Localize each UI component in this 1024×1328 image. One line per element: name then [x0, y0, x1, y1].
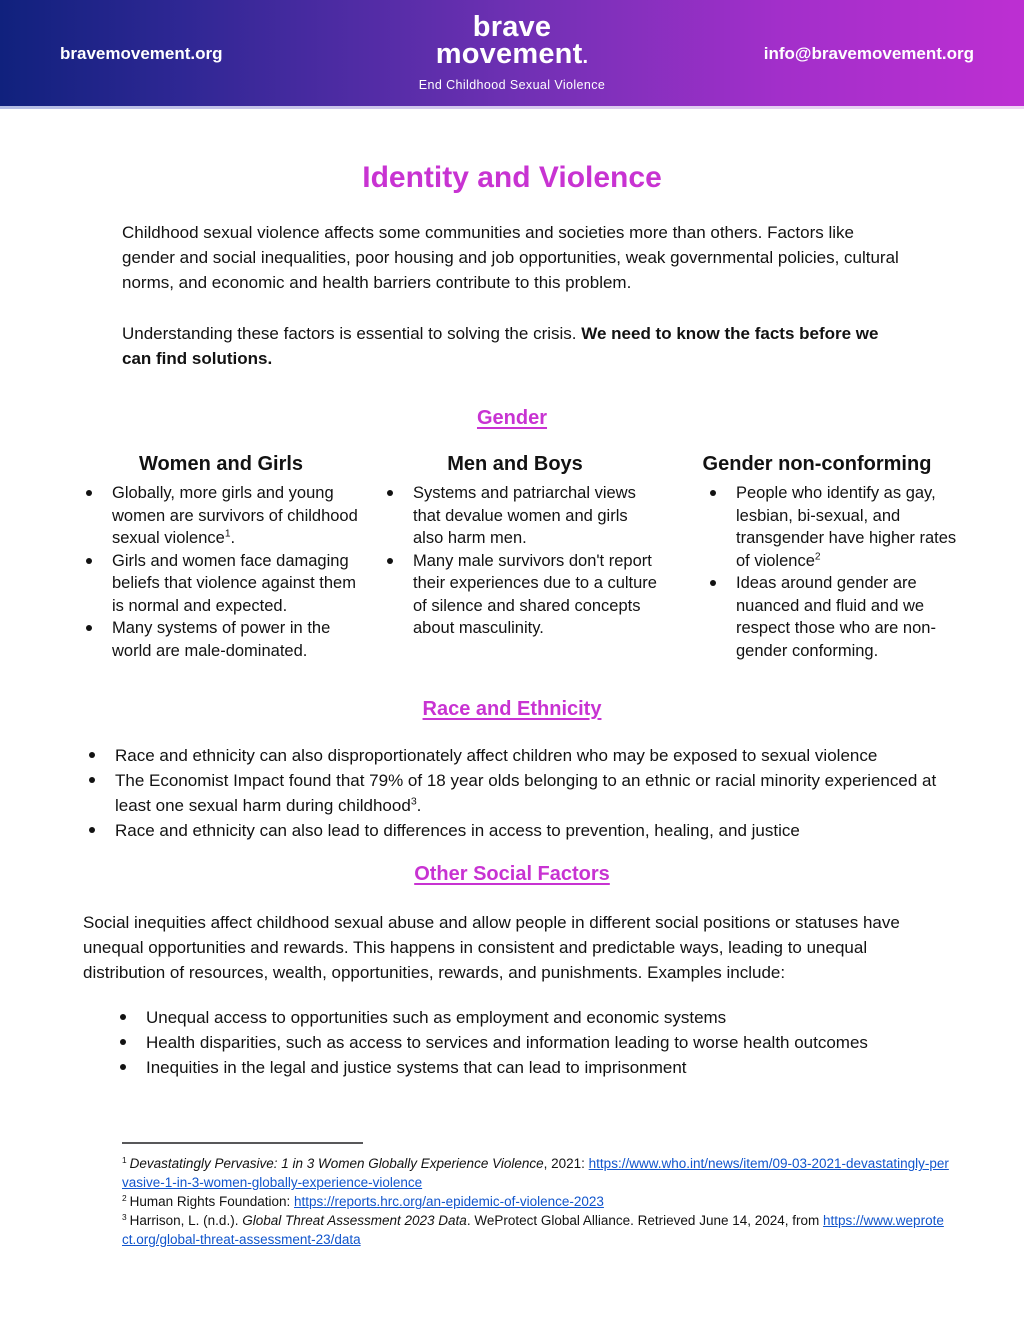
bullet-text: Unequal access to opportunities such as employment and economic systems — [146, 1008, 727, 1027]
logo-period: . — [582, 46, 589, 68]
list-item — [118, 1005, 933, 1030]
list-item — [118, 1055, 933, 1080]
logo-line-brave: brave — [472, 11, 552, 43]
bullet-text-after: . — [230, 529, 236, 547]
list-item — [84, 550, 358, 618]
bullet-text: Many male survivors don't report their experiences due to a culture of silence and shared concepts about masculinity. — [413, 551, 657, 637]
column-men-and-boys — [372, 452, 658, 662]
footnote-2 — [122, 1192, 950, 1211]
column-title: Men and Boys — [447, 453, 583, 475]
page-title: Identity and Violence — [362, 161, 662, 194]
intro-p2-bold: We need to know the facts before we can find solutions. — [122, 324, 879, 368]
footnote-ref: 3 — [410, 795, 417, 808]
footnote-marker: 2 — [122, 1192, 127, 1203]
intro-paragraph-1: Childhood sexual violence affects some communities and societies more than others. Factors like gender and social inequalities, poor housing and job opportunities, weak governmental policies, cultural norms, and economic and health barriers contribute to this problem. — [122, 223, 899, 292]
bullet-list — [84, 482, 358, 662]
footnote-source-title: Devastatingly Pervasive: 1 in 3 Women Globally Experience Violence — [129, 1156, 544, 1171]
column-women-and-girls — [84, 452, 358, 662]
footnote-text: Human Rights Foundation: — [129, 1194, 294, 1209]
footnote-marker: 1 — [122, 1154, 127, 1165]
header-bottom-highlight — [0, 106, 1024, 109]
section-heading-race-ethnicity: Race and Ethnicity — [422, 698, 602, 720]
list-item — [385, 550, 658, 640]
bullet-text: Inequities in the legal and justice systems that can lead to imprisonment — [146, 1058, 687, 1077]
bullet-text: Ideas around gender are nuanced and fluid and we respect those who are non-gender conforming. — [736, 574, 936, 660]
footnotes — [122, 1154, 950, 1249]
footnote-text: . WeProtect Global Alliance. Retrieved June 14, 2024, from — [466, 1213, 824, 1228]
footnote-text: Harrison, L. (n.d.). — [129, 1213, 243, 1228]
header-website-text: bravemovement.org — [60, 44, 223, 63]
list-item — [84, 617, 358, 662]
column-title: Women and Girls — [138, 453, 304, 475]
footnote-1 — [122, 1154, 950, 1192]
social-factors-paragraph: Social inequities affect childhood sexual abuse and allow people in different social positions or statuses have unequal opportunities and rewards. This happens in consistent and predictable ways, leading to unequal distribution of resources, wealth, opportunities, rewards, and punishments. Examples include: — [83, 913, 900, 982]
bullet-text-after: . — [416, 796, 422, 815]
bullet-text: Globally, more girls and young women are survivors of childhood sexual violence — [112, 484, 358, 547]
bullet-text: Race and ethnicity can also disproportionately affect children who may be exposed to sexual violence — [115, 746, 878, 765]
list-item — [84, 482, 358, 550]
intro-paragraph-2 — [122, 321, 904, 371]
bullet-text: The Economist Impact found that 79% of 18 year olds belonging to an ethnic or racial minority experienced at least one sexual harm during childhood — [115, 771, 937, 815]
footnote-ref: 2 — [814, 551, 821, 562]
brand-tagline: End Childhood Sexual Violence — [418, 78, 606, 92]
gender-columns — [84, 452, 1024, 662]
bullet-text: People who identify as gay, lesbian, bi-sexual, and transgender have higher rates of violence — [736, 484, 957, 570]
footnote-link[interactable]: https://www.weprotect.org/global-threat-assessment-23/data — [122, 1213, 944, 1247]
bullet-text: Girls and women face damaging beliefs that violence against them is normal and expected. — [112, 551, 356, 615]
footnote-link[interactable]: https://reports.hrc.org/an-epidemic-of-violence-2023 — [294, 1194, 604, 1209]
section-heading-gender: Gender — [476, 407, 548, 429]
bullet-text: Health disparities, such as access to services and information leading to worse health outcomes — [146, 1033, 868, 1052]
race-bullet-list — [87, 743, 947, 843]
bullet-text: Systems and patriarchal views that devalue women and girls also harm men. — [413, 484, 636, 547]
bullet-list — [708, 482, 962, 662]
social-bullet-list — [118, 1005, 933, 1080]
footnote-text: , 2021: — [543, 1156, 589, 1171]
intro-p2-normal: Understanding these factors is essential to solving the crisis. — [122, 324, 582, 343]
list-item — [87, 818, 947, 843]
list-item — [87, 768, 947, 818]
footnote-link[interactable]: https://www.who.int/news/item/09-03-2021-devastatingly-pervasive-1-in-3-women-globally-experience-violence — [122, 1156, 949, 1190]
list-item — [118, 1030, 933, 1055]
bullet-list — [385, 482, 658, 640]
footnotes-divider — [122, 1142, 363, 1144]
section-heading-other-social-factors: Other Social Factors — [414, 863, 610, 885]
letterhead-banner — [0, 0, 1024, 106]
column-gender-non-conforming — [672, 452, 962, 662]
logo-word: movement — [435, 38, 583, 70]
list-item — [385, 482, 658, 550]
footnote-3 — [122, 1211, 950, 1249]
bullet-text: Many systems of power in the world are male-dominated. — [112, 619, 331, 660]
column-title: Gender non-conforming — [702, 453, 932, 475]
footnote-ref: 1 — [224, 528, 231, 540]
header-email-text: info@bravemovement.org — [763, 44, 974, 63]
list-item — [708, 482, 962, 572]
list-item — [87, 743, 947, 768]
footnote-marker: 3 — [122, 1211, 127, 1222]
list-item — [708, 572, 962, 662]
footnote-source-title: Global Threat Assessment 2023 Data — [242, 1213, 467, 1228]
bullet-text: Race and ethnicity can also lead to differences in access to prevention, healing, and justice — [115, 821, 800, 840]
